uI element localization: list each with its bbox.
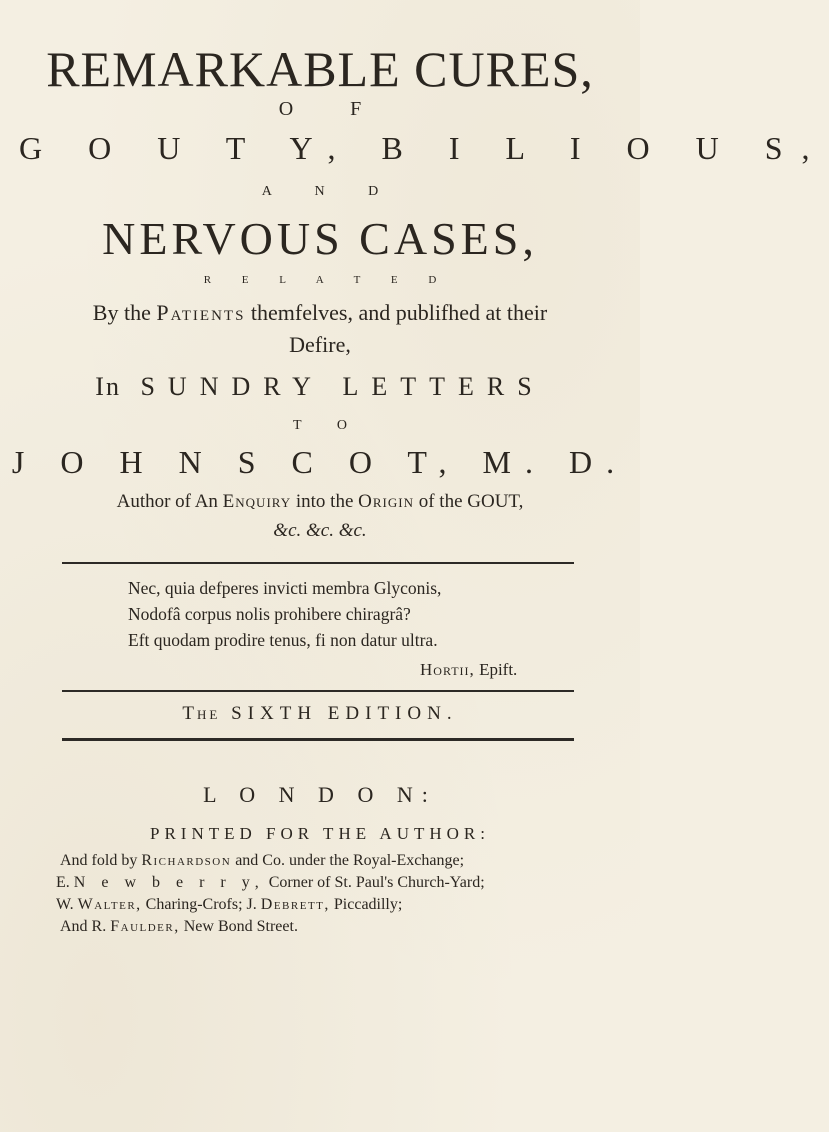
epigraph-attribution: [420, 660, 517, 680]
byline-rest: themfelves, and publifhed at their: [250, 300, 548, 325]
epigraph-line-3: Eft quodam prodire tenus, fi non datur ultra.: [128, 630, 438, 650]
imprint-text: E.: [56, 874, 70, 891]
byline-patients: Patients: [156, 300, 246, 325]
rule-middle: [62, 690, 574, 692]
sundry-in: In: [95, 372, 121, 401]
title-related: R E L A T E D: [203, 274, 451, 286]
title-of: O F: [278, 98, 388, 120]
imprint-debrett: Debrett,: [260, 896, 330, 913]
imprint-text: W.: [56, 896, 74, 913]
title-nervous-cases: NERVOUS CASES,: [102, 213, 538, 264]
title-remarkable-cures: REMARKABLE CURES,: [46, 41, 594, 97]
imprint-text: And fold by: [60, 852, 138, 869]
imprint-text: New Bond Street.: [183, 918, 298, 935]
imprint-text: Charing-Crofs; J.: [145, 896, 257, 913]
epigraph-line-1: Nec, quia defperes invicti membra Glyconis,: [128, 578, 442, 598]
rule-top: [62, 562, 574, 564]
sundry-letters-text: SUNDRY LETTERS: [140, 372, 545, 401]
edition-text: SIXTH EDITION.: [231, 703, 458, 724]
author-enquiry: Enquiry: [222, 491, 292, 512]
imprint-newberry: N e w b e r r y,: [73, 874, 265, 891]
edition-the: The: [182, 703, 221, 724]
author-prefix: Author of An: [116, 491, 218, 512]
imprint-line-3: [56, 896, 616, 914]
author-origin: Origin: [358, 491, 414, 512]
attribution-name: Hortii,: [420, 660, 475, 679]
author-line: [0, 491, 640, 513]
recipient-name: J O H N S C O T, M. D.: [11, 444, 629, 480]
author-mid: into the: [295, 491, 354, 512]
imprint-line-1: [60, 852, 620, 870]
imprint-richardson: Richardson: [141, 852, 232, 869]
imprint-text: and Co. under the Royal-Exchange;: [235, 852, 465, 869]
imprint-text: Piccadilly;: [333, 896, 403, 913]
attribution-work: Epift.: [479, 660, 518, 679]
imprint-text: And R.: [60, 918, 107, 935]
sundry-letters: [0, 372, 640, 402]
imprint-printed-for: PRINTED FOR THE AUTHOR:: [150, 824, 490, 843]
author-etc: &c. &c. &c.: [273, 520, 367, 541]
imprint-line-2: [56, 874, 616, 892]
title-gouty-bilious: G O U T Y, B I L I O U S,: [19, 130, 829, 166]
imprint-faulder: Faulder,: [110, 918, 180, 935]
imprint-text: Corner of St. Paul's Church-Yard;: [268, 874, 485, 891]
rule-bottom: [62, 738, 574, 741]
imprint-line-4: [60, 918, 620, 936]
byline-desire: Defire,: [289, 332, 351, 357]
to-line: T O: [293, 418, 363, 433]
imprint-walter: Walter,: [77, 896, 142, 913]
imprint-london: L O N D O N:: [203, 782, 437, 807]
edition-line: [0, 703, 640, 725]
byline: [0, 300, 640, 326]
byline-by: By the: [92, 300, 151, 325]
title-and: A N D: [261, 184, 399, 199]
author-end: of the GOUT,: [418, 491, 524, 512]
epigraph-line-2: Nodofâ corpus nolis prohibere chiragrâ?: [128, 604, 411, 624]
